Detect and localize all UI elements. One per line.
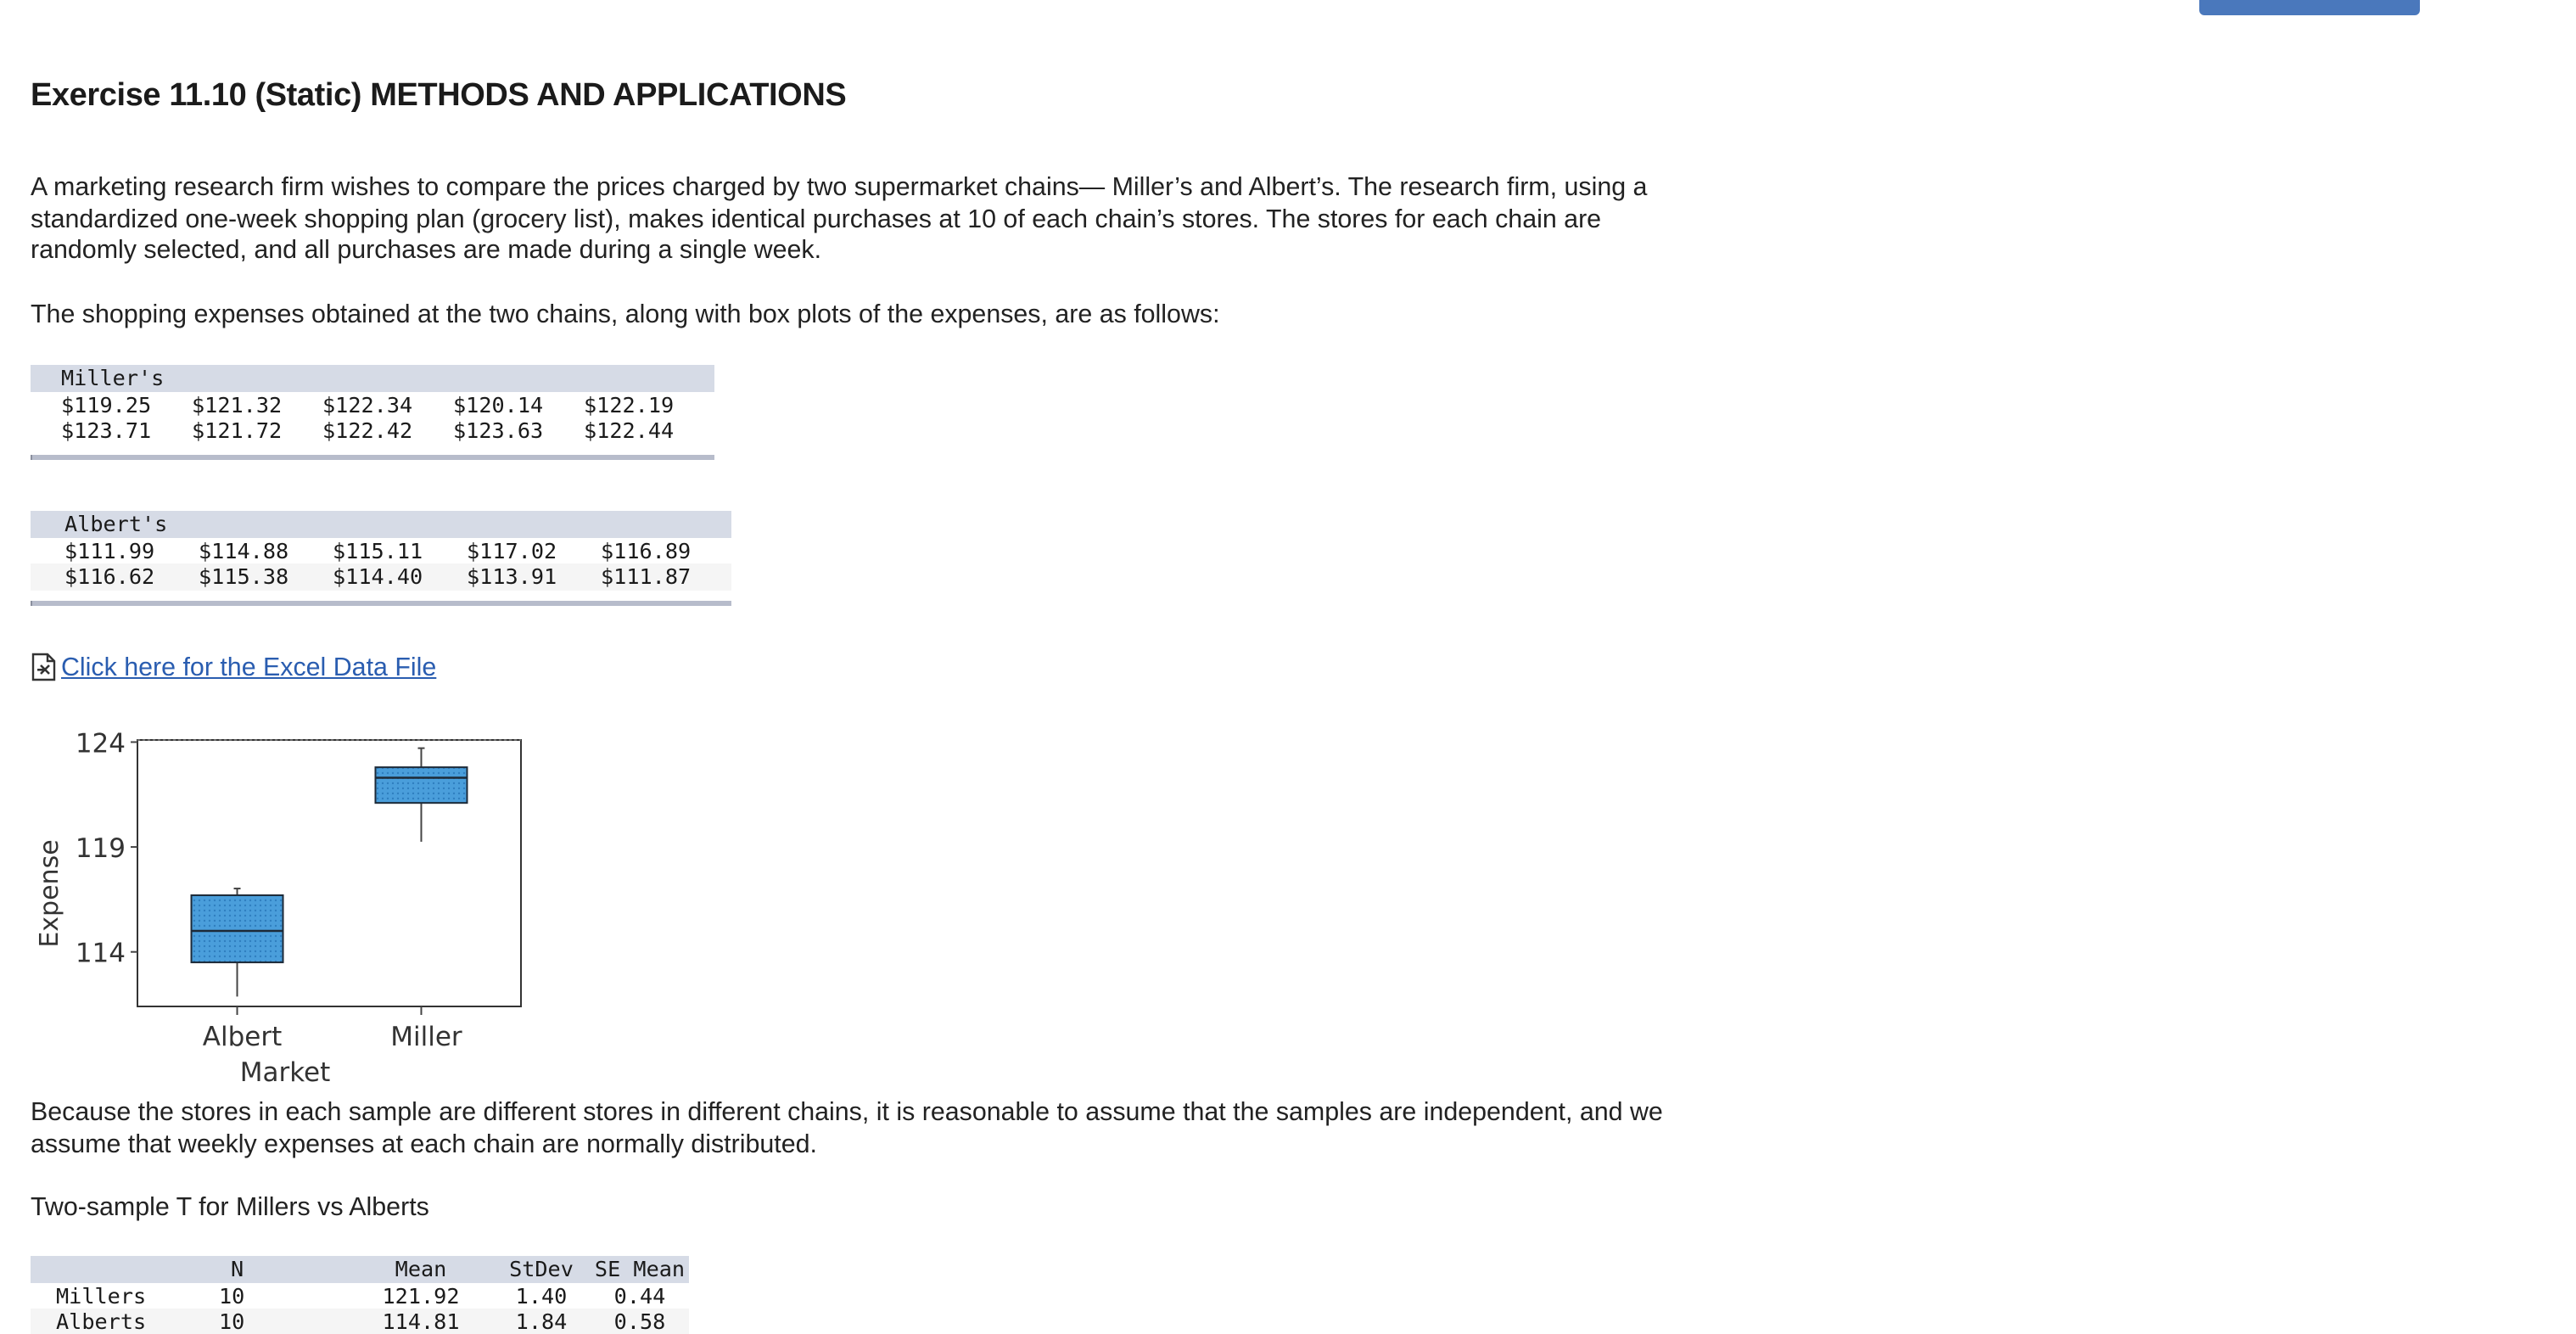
box-albert [192,895,283,962]
table-cell: $119.25 [61,391,152,417]
stats-header-cell: SE Mean [594,1256,686,1281]
expenses-intro: The shopping expenses obtained at the two chains, along with box plots of the expenses, are as follows: [31,300,1220,329]
table-cell: $122.42 [322,418,413,443]
table-cell: 10 [219,1282,245,1308]
millers-table-rule [31,455,714,460]
table-cell: 10 [219,1309,245,1334]
table-cell: $122.19 [584,391,675,417]
excel-link-text: Click here for the Excel Data File [61,653,437,681]
table-cell: $116.89 [601,537,692,563]
table-row [31,391,714,418]
two-sample-stats-table [31,1256,689,1334]
table-cell: $120.14 [453,391,544,417]
table-row [31,1282,689,1309]
stats-header-cell: Mean [395,1256,447,1281]
stats-row-label: Millers [56,1282,147,1308]
alberts-table-header-row [31,511,731,537]
intro-paragraph: A marketing research firm wishes to compare the prices charged by two supermarket chains— Miller’s and Albert’s. The research firm, using a standardized one-week shopping plan (grocery list), makes identical purchases at 10 of each chain’s stores. The stores for each chain are randomly selected, and all purchases are made during a single week. [31,173,1648,265]
excel-file-icon [31,652,58,682]
x-tick-label: Miller [390,1022,462,1052]
table-cell: $116.62 [64,563,155,589]
table-cell: $123.63 [453,418,544,443]
alberts-table [31,511,731,590]
table-cell: 0.44 [613,1282,666,1308]
y-axis-label: Expense [35,839,64,948]
table-cell: $123.71 [61,418,152,443]
two-sample-label: Two-sample T for Millers vs Alberts [31,1193,429,1222]
table-row [31,1309,689,1334]
stats-header-cell: StDev [509,1256,574,1281]
table-cell: $114.88 [199,537,289,563]
x-tick-label: Albert [202,1022,283,1052]
y-tick-label: 124 [75,728,126,759]
table-cell: 1.40 [515,1282,568,1308]
table-cell: 114.81 [382,1309,460,1334]
table-cell: $121.32 [192,391,283,417]
table-row [31,537,731,563]
box-miller [375,767,467,803]
table-cell: 0.58 [613,1309,666,1334]
table-cell: $114.40 [333,563,423,589]
table-cell: $121.72 [192,418,283,443]
table-cell: $111.87 [601,563,692,589]
stats-header-cell: N [231,1256,244,1281]
alberts-table-rule [31,601,731,606]
table-cell: $115.11 [333,537,423,563]
table-cell: $117.02 [467,537,557,563]
x-axis-label: Market [239,1057,331,1088]
independence-paragraph: Because the stores in each sample are different stores in different chains, it is reasonable to assume that the samples are independent, and we assume that weekly expenses at each chain are normally distributed. [31,1098,1663,1158]
stats-row-label: Alberts [56,1309,147,1334]
y-tick-label: 114 [75,938,126,969]
table-cell: $111.99 [64,537,155,563]
boxplot-chart [24,709,550,1100]
table-cell: 121.92 [382,1282,460,1308]
table-row [31,418,714,444]
y-tick-label: 119 [75,833,126,865]
table-cell: $122.34 [322,391,413,417]
top-nav-button[interactable] [2199,0,2420,15]
table-cell: $115.38 [199,563,289,589]
millers-table [31,365,714,444]
table-cell: $113.91 [467,563,557,589]
alberts-table-header: Albert's [64,511,168,536]
excel-data-link[interactable] [31,652,436,682]
table-cell: $122.44 [584,418,675,443]
table-cell: 1.84 [515,1309,568,1334]
stats-table-header-row [31,1256,689,1282]
stats-header-cell [31,1256,170,1282]
exercise-title: Exercise 11.10 (Static) METHODS AND APPLICATIONS [31,78,847,114]
table-row [31,563,731,590]
millers-table-header: Miller's [61,365,165,390]
millers-table-header-row [31,365,714,391]
